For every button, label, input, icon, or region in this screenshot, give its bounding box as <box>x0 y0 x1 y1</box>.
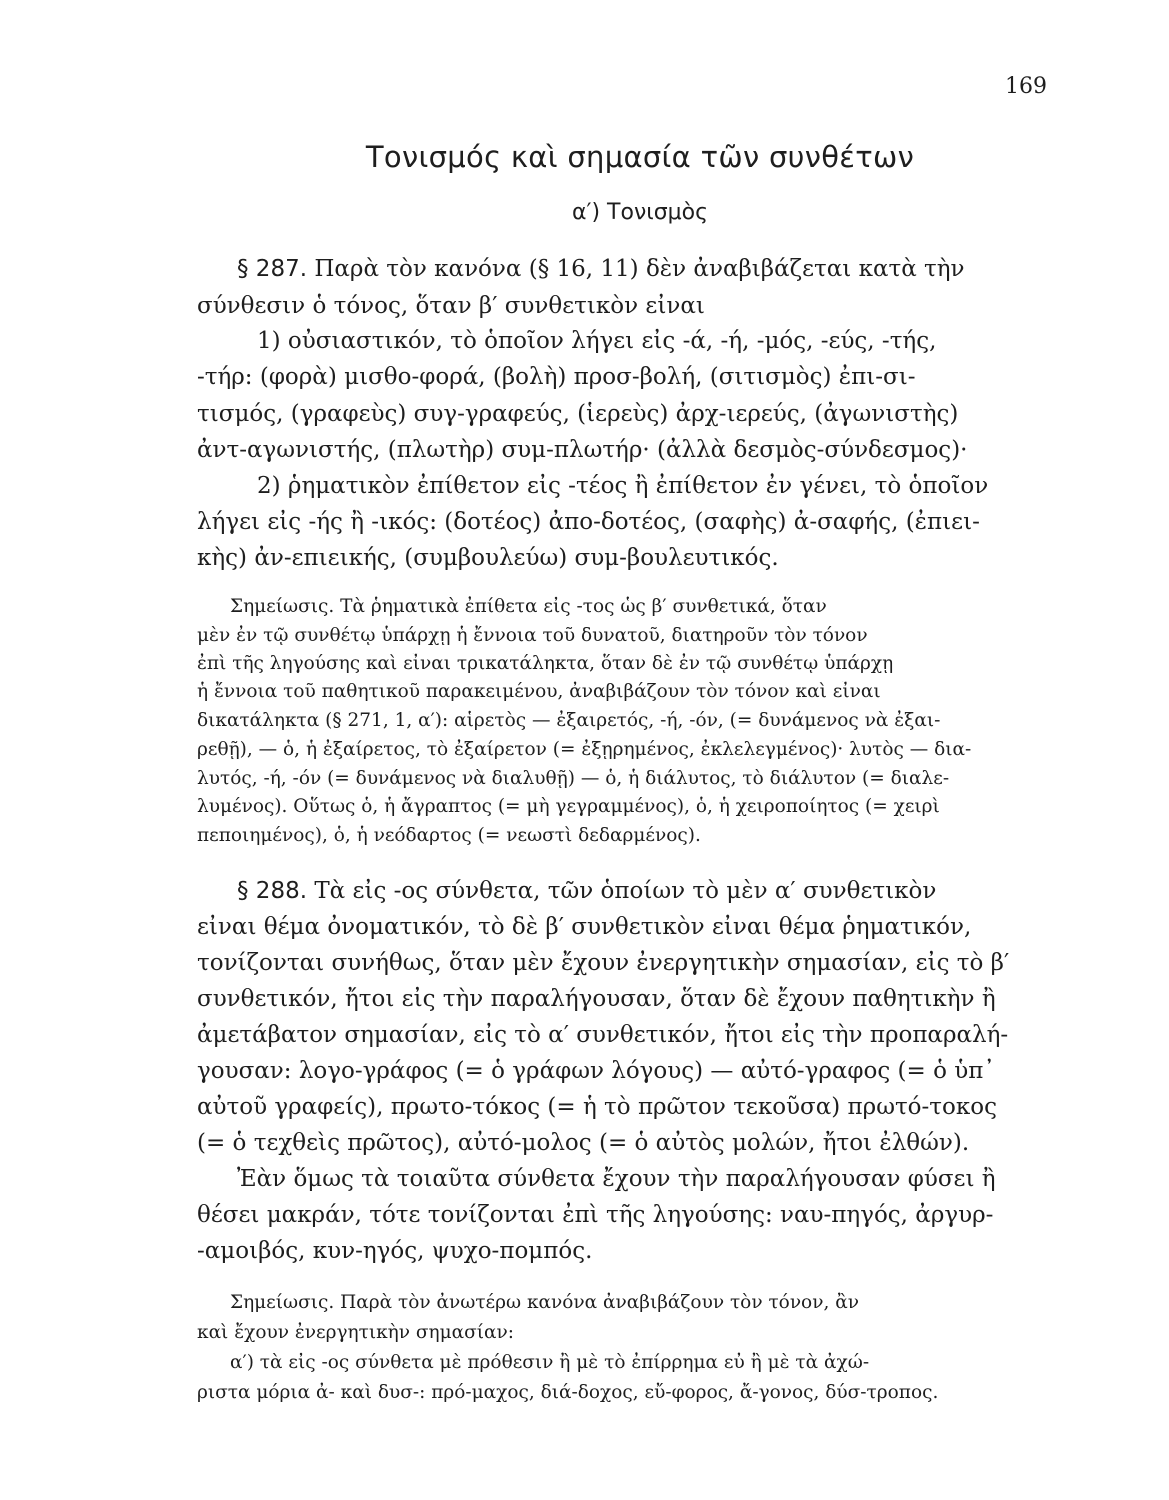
note-1-line: δικατάληκτα (§ 271, 1, α′): αἱρετὸς — ἐξαιρετός, -ή, -όν, (= δυνάμενος νὰ ἐξαι- <box>197 710 941 731</box>
note-2-line: καὶ ἔχουν ἐνεργητικὴν σημασίαν: <box>197 1322 514 1343</box>
note-1-line: πεποιημένος), ὁ, ἡ νεόδαρτος (= νεωστὶ δεδαρμένος). <box>197 825 701 846</box>
note-1-line: μὲν ἐν τῷ συνθέτῳ ὑπάρχῃ ἡ ἔννοια τοῦ δυνατοῦ, διατηροῦν τὸν τόνον <box>197 625 868 646</box>
note-2-line: α′) τὰ εἰς -ος σύνθετα μὲ πρόθεσιν ἢ μὲ τὸ ἐπίρρημα εὖ ἢ μὲ τὰ ἀχώ- <box>230 1352 870 1373</box>
page-title: Τονισμός καὶ σημασία τῶν συνθέτων <box>365 140 915 174</box>
section-287-line: σύνθεσιν ὁ τόνος, ὅταν β′ συνθετικὸν εἶναι <box>197 293 705 319</box>
note-1-line: ἐπὶ τῆς ληγούσης καὶ εἶναι τρικατάληκτα, ὅταν δὲ ἐν τῷ συνθέτῳ ὑπάρχῃ <box>197 653 894 674</box>
note-1-line: ἡ ἔννοια τοῦ παθητικοῦ παρακειμένου, ἀναβιβάζουν τὸν τόνον καὶ εἶναι <box>197 681 881 702</box>
section-288-line: θέσει μακράν, τότε τονίζονται ἐπὶ τῆς ληγούσης: ναυ-πηγός, ἀργυρ- <box>197 1202 994 1228</box>
note-2-line: Σημείωσις. Παρὰ τὸν ἀνωτέρω κανόνα ἀναβιβάζουν τὸν τόνον, ἂν <box>230 1292 859 1313</box>
section-288-line: Ἐὰν ὅμως τὰ τοιαῦτα σύνθετα ἔχουν τὴν παραλήγουσαν φύσει ἢ <box>237 1166 996 1192</box>
section-288-line: αὐτοῦ γραφείς), πρωτο-τόκος (= ἡ τὸ πρῶτον τεκοῦσα) πρωτό-τοκος <box>197 1094 997 1120</box>
note-1-line: λυτός, -ή, -όν (= δυνάμενος νὰ διαλυθῇ) — ὁ, ἡ διάλυτος, τὸ διάλυτον (= διαλε- <box>197 768 950 789</box>
section-287-line <box>237 256 1047 282</box>
section-287-line: ἀντ-αγωνιστής, (πλωτὴρ) συμ-πλωτήρ· (ἀλλὰ δεσμὸς-σύνδεσμος)· <box>197 437 968 463</box>
section-287-line: κὴς) ἀν-επιεικής, (συμβουλεύω) συμ-βουλευτικός. <box>197 545 779 571</box>
section-288-line: γουσαν: λογο-γράφος (= ὁ γράφων λόγους) — αὐτό-γραφος (= ὁ ὑπ᾽ <box>197 1058 995 1084</box>
section-288-line: τονίζονται συνήθως, ὅταν μὲν ἔχουν ἐνεργητικὴν σημασίαν, εἰς τὸ β′ <box>197 950 1010 976</box>
section-287-line: 2) ῥηματικὸν ἐπίθετον εἰς -τέος ἢ ἐπίθετον ἐν γένει, τὸ ὁποῖον <box>257 473 989 499</box>
section-287-heading: § 287. <box>237 256 308 282</box>
section-288-line <box>237 878 1047 904</box>
section-287-line: 1) οὐσιαστικόν, τὸ ὁποῖον λήγει εἰς -ά, -ή, -μός, -εύς, -τής, <box>257 328 937 354</box>
note-2-line: ριστα μόρια ἀ- καὶ δυσ-: πρό-μαχος, διά-δοχος, εὔ-φορος, ἄ-γονος, δύσ-τροπος. <box>197 1382 939 1403</box>
page-number: 169 <box>1005 74 1047 99</box>
section-287-line: -τήρ: (φορὰ) μισθο-φορά, (βολὴ) προσ-βολή, (σιτισμὸς) ἐπι-σι- <box>197 364 916 390</box>
section-subtitle: α′) Τονισμὸς <box>571 200 709 225</box>
section-287-line: λήγει εἰς -ής ἢ -ικός: (δοτέος) ἀπο-δοτέος, (σαφὴς) ἀ-σαφής, (ἐπιει- <box>197 509 980 535</box>
note-1-line: ρεθῇ), — ὁ, ἡ ἐξαίρετος, τὸ ἐξαίρετον (= ἐξῃρημένος, ἐκλελεγμένος)· λυτὸς — δια- <box>197 739 972 760</box>
section-288-line: συνθετικόν, ἤτοι εἰς τὴν παραλήγουσαν, ὅταν δὲ ἔχουν παθητικὴν ἢ <box>197 986 996 1012</box>
section-288-line: (= ὁ τεχθεὶς πρῶτος), αὐτό-μολος (= ὁ αὐτὸς μολών, ἤτοι ἐλθών). <box>197 1130 970 1156</box>
section-287-text: Παρὰ τὸν κανόνα (§ 16, 11) δὲν ἀναβιβάζεται κατὰ τὴν <box>314 256 965 282</box>
section-288-text: Τὰ εἰς -ος σύνθετα, τῶν ὁποίων τὸ μὲν α′ συνθετικὸν <box>314 878 937 904</box>
section-288-line: εἶναι θέμα ὀνοματικόν, τὸ δὲ β′ συνθετικὸν εἶναι θέμα ῥηματικόν, <box>197 914 972 940</box>
note-1-line: Σημείωσις. Τὰ ῥηματικὰ ἐπίθετα εἰς -τος ὡς β′ συνθετικά, ὅταν <box>230 596 827 617</box>
section-287-line: τισμός, (γραφεὺς) συγ-γραφεύς, (ἱερεὺς) ἀρχ-ιερεύς, (ἀγωνιστὴς) <box>197 401 959 427</box>
note-1-line: λυμένος). Οὕτως ὁ, ἡ ἄγραπτος (= μὴ γεγραμμένος), ὁ, ἡ χειροποίητος (= χειρὶ <box>197 796 940 817</box>
section-288-line: -αμοιβός, κυν-ηγός, ψυχο-πομπός. <box>197 1238 593 1264</box>
section-288-line: ἀμετάβατον σημασίαν, εἰς τὸ α′ συνθετικόν, ἤτοι εἰς τὴν προπαραλή- <box>197 1022 1009 1048</box>
section-288-heading: § 288. <box>237 878 308 904</box>
